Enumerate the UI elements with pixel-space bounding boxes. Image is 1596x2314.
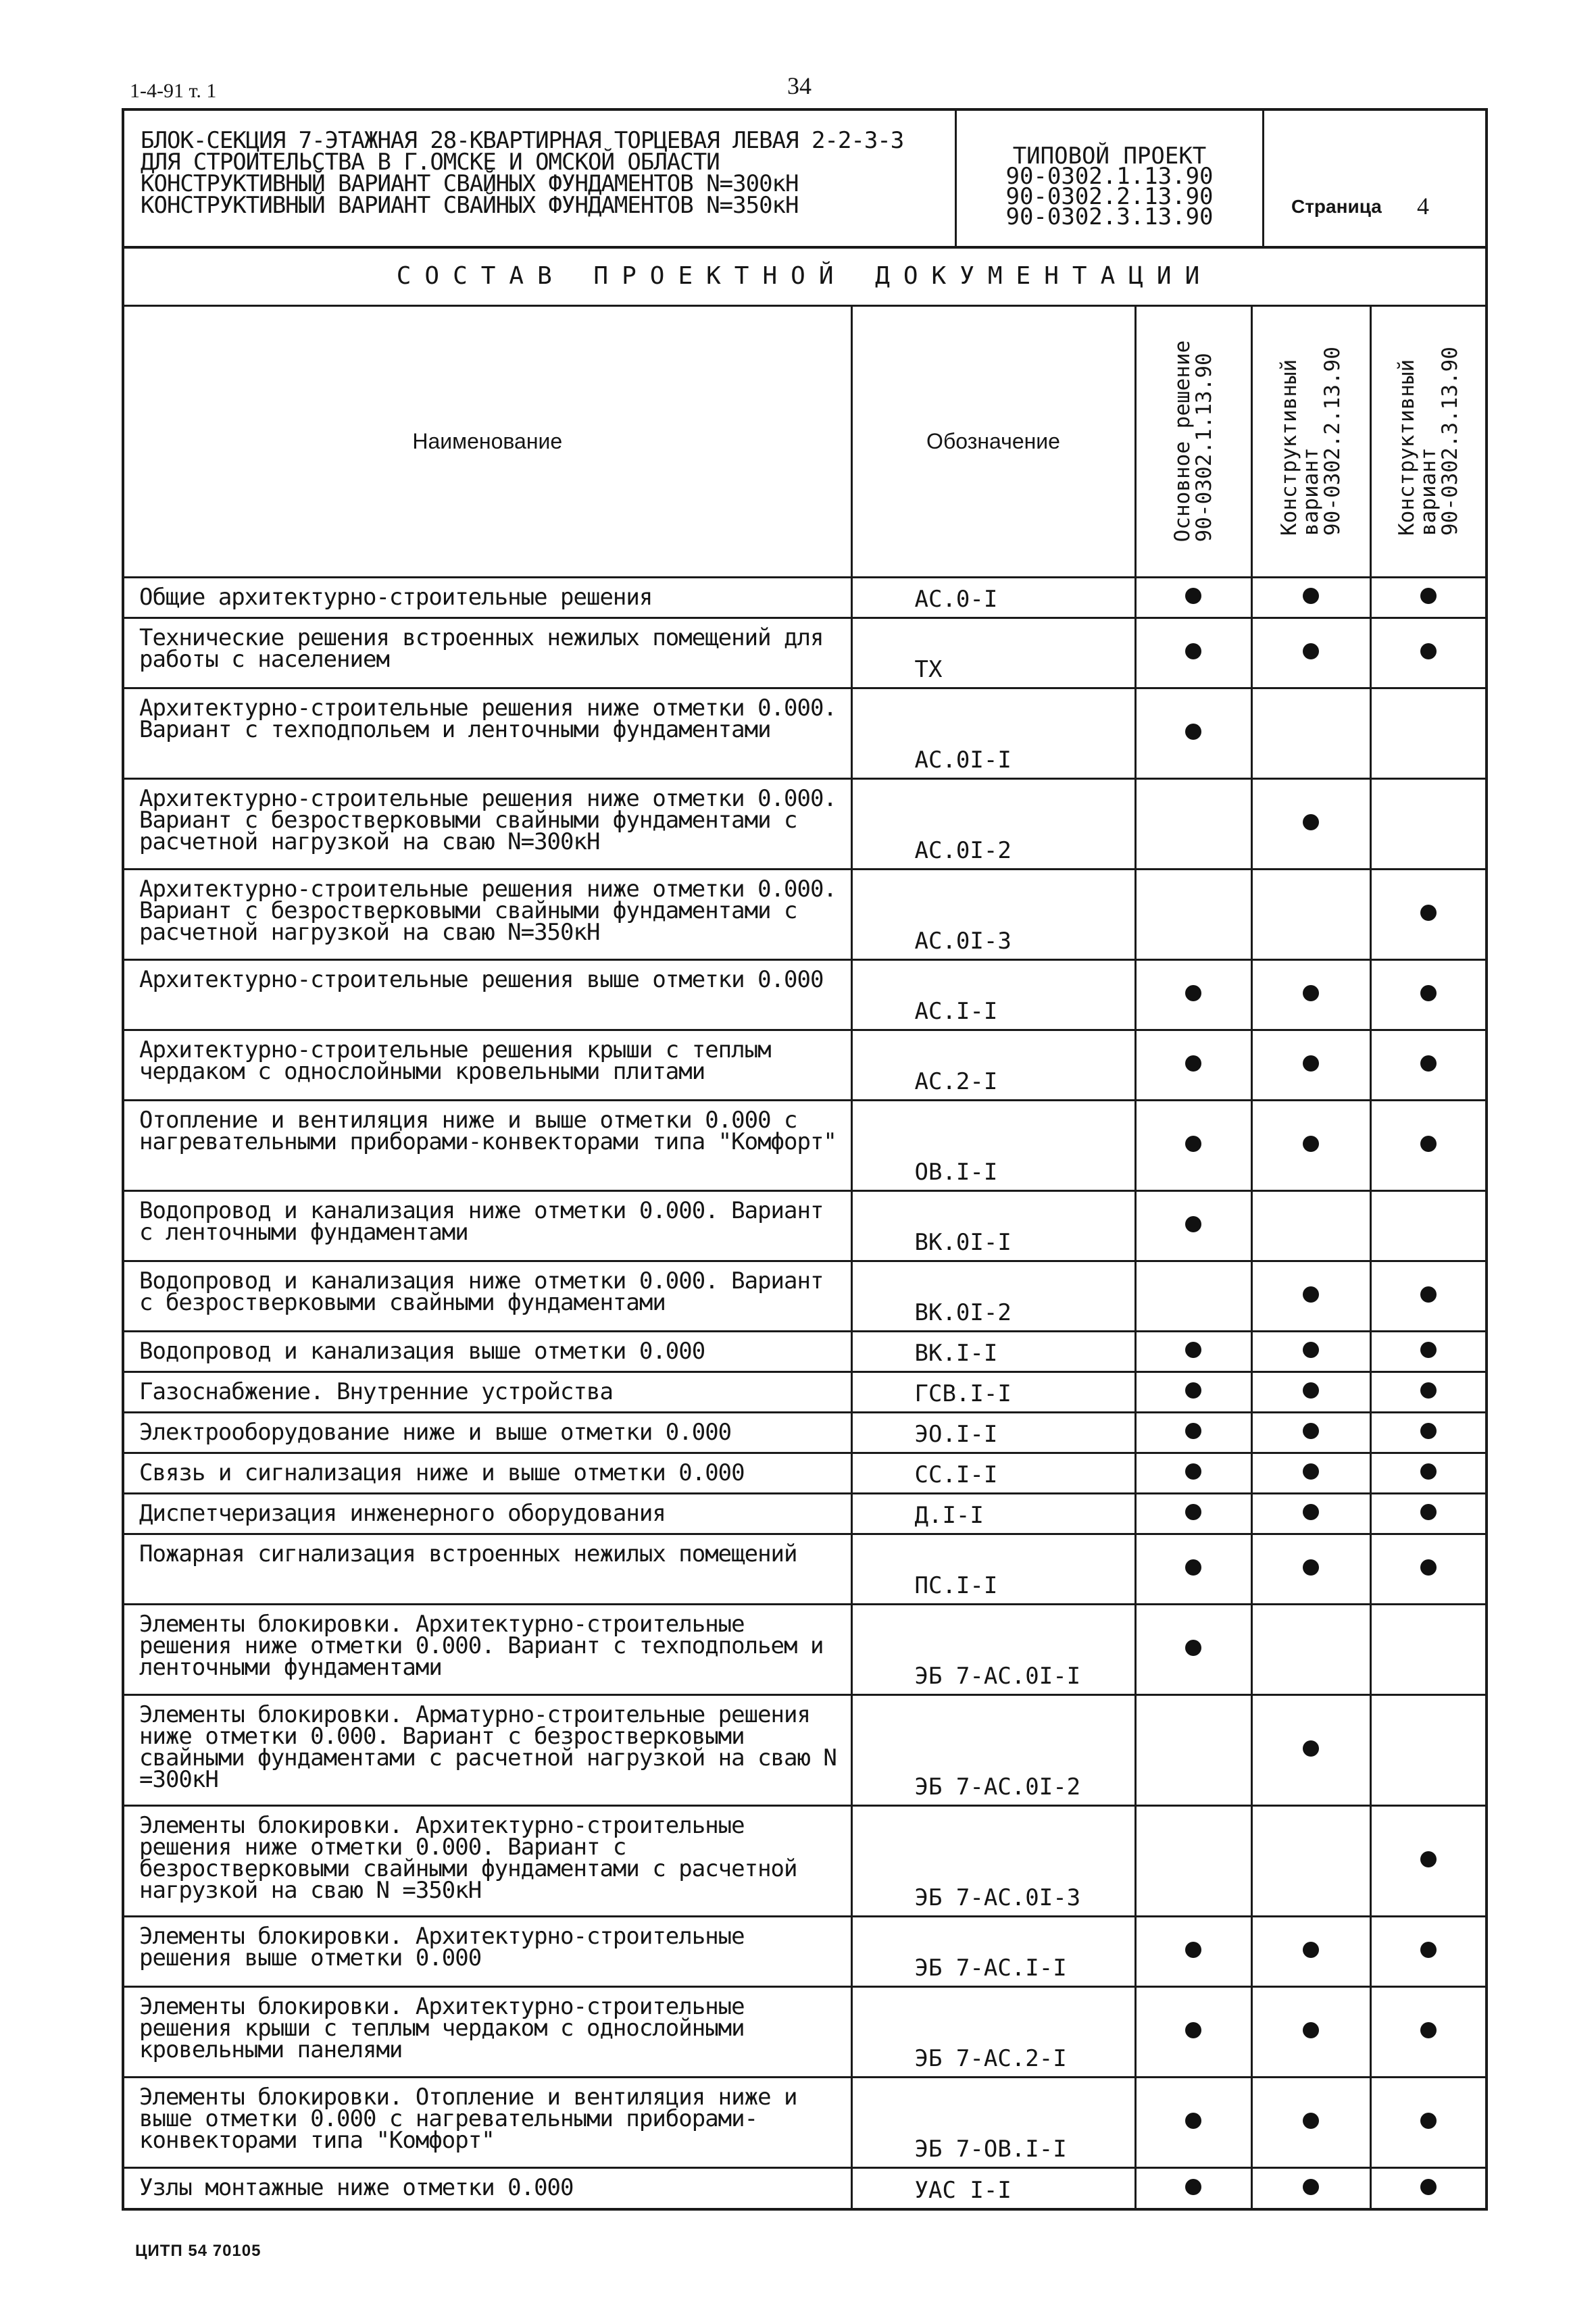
doc-code-cell: АС.0I-I xyxy=(851,688,1135,778)
variant-1-cell xyxy=(1135,618,1251,688)
doc-code-cell: ОВ.I-I xyxy=(851,1100,1135,1190)
doc-name-cell: Архитектурно-строительные решения ниже отметки 0.000. Вариант с безростверковыми свайными фундаментами с расчетной нагрузкой на сваю N=350кН xyxy=(124,869,851,959)
variant-3-cell xyxy=(1370,577,1485,618)
variant-1-cell xyxy=(1135,1190,1251,1261)
included-dot-icon xyxy=(1303,588,1319,604)
variant-1-cell xyxy=(1135,1453,1251,1493)
table-row xyxy=(124,688,1485,778)
included-dot-icon xyxy=(1303,814,1319,830)
included-dot-icon xyxy=(1303,643,1319,659)
variant-1-cell xyxy=(1135,1493,1251,1534)
included-dot-icon xyxy=(1420,1136,1437,1152)
doc-code-cell: ПС.I-I xyxy=(851,1534,1135,1604)
included-dot-icon xyxy=(1420,1851,1437,1867)
variant-1-cell xyxy=(1135,1805,1251,1916)
table-row xyxy=(124,1916,1485,1986)
included-dot-icon xyxy=(1420,1504,1437,1520)
doc-code-cell: АС.I-I xyxy=(851,959,1135,1030)
included-dot-icon xyxy=(1420,1423,1437,1439)
included-dot-icon xyxy=(1420,1055,1437,1072)
variant-3-cell xyxy=(1370,618,1485,688)
included-dot-icon xyxy=(1185,1216,1201,1232)
included-dot-icon xyxy=(1185,1342,1201,1358)
variant-3-cell xyxy=(1370,1030,1485,1100)
document-sheet xyxy=(122,108,1488,2211)
doc-name-cell: Элементы блокировки. Отопление и вентиляция ниже и выше отметки 0.000 с нагревательными приборами-конвекторами типа "Комфорт" xyxy=(124,2077,851,2167)
doc-code-cell: УАС I-I xyxy=(851,2167,1135,2208)
variant-1-cell xyxy=(1135,1986,1251,2077)
variant-3-cell xyxy=(1370,1261,1485,1331)
variant-header-line: 90-0302.2.13.90 xyxy=(1320,347,1345,536)
variant-2-cell xyxy=(1251,1986,1370,2077)
variant-2-cell xyxy=(1251,1916,1370,1986)
included-dot-icon xyxy=(1185,1055,1201,1072)
doc-name-cell: Электрооборудование ниже и выше отметки 0.000 xyxy=(124,1412,851,1453)
project-label: ТИПОВОЙ ПРОЕКТ xyxy=(1012,143,1207,170)
variant-2-cell xyxy=(1251,1493,1370,1534)
variant-2-cell xyxy=(1251,1100,1370,1190)
doc-code-cell: АС.2-I xyxy=(851,1030,1135,1100)
doc-name-cell: Элементы блокировки. Архитектурно-строительные решения крыши с теплым чердаком с однослойными кровельными панелями xyxy=(124,1986,851,2077)
doc-name-cell: Связь и сигнализация ниже и выше отметки 0.000 xyxy=(124,1453,851,1493)
variant-3-cell xyxy=(1370,1100,1485,1190)
doc-name-cell: Узлы монтажные ниже отметки 0.000 xyxy=(124,2167,851,2208)
included-dot-icon xyxy=(1420,588,1437,604)
included-dot-icon xyxy=(1185,2179,1201,2195)
variant-2-cell xyxy=(1251,688,1370,778)
title-line: КОНСТРУКТИВНЫЙ ВАРИАНТ СВАЙНЫХ ФУНДАМЕНТОВ N=350кН xyxy=(141,192,799,219)
variant-2-cell xyxy=(1251,1261,1370,1331)
variant-3-cell xyxy=(1370,959,1485,1030)
page-value: 4 xyxy=(1417,193,1429,220)
included-dot-icon xyxy=(1303,985,1319,1001)
table-body xyxy=(124,577,1485,2208)
included-dot-icon xyxy=(1185,1942,1201,1958)
column-header-variant-3 xyxy=(1370,307,1485,577)
variant-header-line: Конструктивный xyxy=(1277,359,1301,536)
doc-code-cell: ГСВ.I-I xyxy=(851,1372,1135,1412)
table-row xyxy=(124,959,1485,1030)
table-row xyxy=(124,778,1485,869)
table-header-row xyxy=(124,307,1485,577)
project-code: 90-0302.1.13.90 xyxy=(1005,163,1214,190)
table-row xyxy=(124,618,1485,688)
variant-2-cell xyxy=(1251,1190,1370,1261)
title-block xyxy=(124,111,1485,249)
variant-2-cell xyxy=(1251,1412,1370,1453)
doc-code-cell: АС.0I-3 xyxy=(851,869,1135,959)
project-code: 90-0302.2.13.90 xyxy=(1005,183,1214,210)
variant-2-cell xyxy=(1251,1805,1370,1916)
included-dot-icon xyxy=(1420,1382,1437,1399)
variant-2-cell xyxy=(1251,1331,1370,1372)
included-dot-icon xyxy=(1303,1342,1319,1358)
table-row xyxy=(124,1372,1485,1412)
doc-name-cell: Водопровод и канализация ниже отметки 0.000. Вариант с ленточными фундаментами xyxy=(124,1190,851,1261)
included-dot-icon xyxy=(1420,905,1437,921)
variant-3-cell xyxy=(1370,2167,1485,2208)
included-dot-icon xyxy=(1303,1286,1319,1303)
included-dot-icon xyxy=(1420,643,1437,659)
doc-code-cell: ЭБ 7-ОВ.I-I xyxy=(851,2077,1135,2167)
doc-code-cell: АС.0-I xyxy=(851,577,1135,618)
column-header-name: Наименование xyxy=(124,307,851,577)
title-line: КОНСТРУКТИВНЫЙ ВАРИАНТ СВАЙНЫХ ФУНДАМЕНТОВ N=300кН xyxy=(141,170,799,197)
included-dot-icon xyxy=(1185,2113,1201,2129)
variant-1-cell xyxy=(1135,1412,1251,1453)
documentation-table xyxy=(124,307,1485,2208)
title-box xyxy=(124,111,957,246)
doc-name-cell: Архитектурно-строительные решения ниже отметки 0.000. Вариант с безростверковыми свайными фундаментами с расчетной нагрузкой на сваю N=300кН xyxy=(124,778,851,869)
included-dot-icon xyxy=(1420,1463,1437,1480)
variant-header-line: Основное решение xyxy=(1170,340,1195,543)
table-row xyxy=(124,2077,1485,2167)
variant-1-cell xyxy=(1135,1916,1251,1986)
included-dot-icon xyxy=(1420,2179,1437,2195)
page-box xyxy=(1264,111,1485,246)
included-dot-icon xyxy=(1185,724,1201,740)
doc-code-cell: ЭО.I-I xyxy=(851,1412,1135,1453)
included-dot-icon xyxy=(1185,1559,1201,1576)
included-dot-icon xyxy=(1420,1286,1437,1303)
included-dot-icon xyxy=(1185,1463,1201,1480)
variant-2-cell xyxy=(1251,1453,1370,1493)
doc-name-cell: Пожарная сигнализация встроенных нежилых помещений xyxy=(124,1534,851,1604)
column-header-code: Обозначение xyxy=(851,307,1135,577)
variant-3-cell xyxy=(1370,869,1485,959)
table-row xyxy=(124,2167,1485,2208)
doc-name-cell: Диспетчеризация инженерного оборудования xyxy=(124,1493,851,1534)
doc-code-cell: Д.I-I xyxy=(851,1493,1135,1534)
table-row xyxy=(124,1493,1485,1534)
variant-3-cell xyxy=(1370,1412,1485,1453)
included-dot-icon xyxy=(1420,1942,1437,1958)
table-row xyxy=(124,1412,1485,1453)
table-row xyxy=(124,1694,1485,1805)
variant-2-cell xyxy=(1251,1534,1370,1604)
doc-name-cell: Газоснабжение. Внутренние устройства xyxy=(124,1372,851,1412)
included-dot-icon xyxy=(1185,1640,1201,1656)
doc-name-cell: Элементы блокировки. Архитектурно-строительные решения ниже отметки 0.000. Вариант с техподпольем и ленточными фундаментами xyxy=(124,1604,851,1694)
variant-1-cell xyxy=(1135,1100,1251,1190)
included-dot-icon xyxy=(1185,2022,1201,2038)
variant-3-cell xyxy=(1370,2077,1485,2167)
variant-1-cell xyxy=(1135,1534,1251,1604)
variant-3-cell xyxy=(1370,1493,1485,1534)
variant-1-cell xyxy=(1135,1261,1251,1331)
included-dot-icon xyxy=(1420,2022,1437,2038)
doc-name-cell: Элементы блокировки. Архитектурно-строительные решения ниже отметки 0.000. Вариант с безростверковыми свайными фундаментами с расчетной нагрузкой на сваю N =350кН xyxy=(124,1805,851,1916)
document-code: 1-4-91 т. 1 xyxy=(130,80,217,102)
included-dot-icon xyxy=(1420,1342,1437,1358)
table-row xyxy=(124,1534,1485,1604)
page-label: Страница xyxy=(1291,196,1382,217)
included-dot-icon xyxy=(1185,643,1201,659)
table-row xyxy=(124,1190,1485,1261)
column-header-variant-2 xyxy=(1251,307,1370,577)
table-row xyxy=(124,1805,1485,1916)
included-dot-icon xyxy=(1303,1504,1319,1520)
included-dot-icon xyxy=(1303,2113,1319,2129)
included-dot-icon xyxy=(1303,2022,1319,2038)
doc-name-cell: Общие архитектурно-строительные решения xyxy=(124,577,851,618)
doc-code-cell: ТХ xyxy=(851,618,1135,688)
table-row xyxy=(124,869,1485,959)
table-row xyxy=(124,1100,1485,1190)
doc-name-cell: Архитектурно-строительные решения крыши с теплым чердаком с однослойными кровельными плитами xyxy=(124,1030,851,1100)
doc-code-cell: ЭБ 7-АС.0I-3 xyxy=(851,1805,1135,1916)
included-dot-icon xyxy=(1303,1740,1319,1757)
variant-2-cell xyxy=(1251,2077,1370,2167)
doc-name-cell: Архитектурно-строительные решения выше отметки 0.000 xyxy=(124,959,851,1030)
variant-2-cell xyxy=(1251,1694,1370,1805)
doc-name-cell: Архитектурно-строительные решения ниже отметки 0.000. Вариант с техподпольем и ленточными фундаментами xyxy=(124,688,851,778)
variant-2-cell xyxy=(1251,577,1370,618)
doc-name-cell: Элементы блокировки. Арматурно-строительные решения ниже отметки 0.000. Вариант с безростверковыми свайными фундаментами с расчетной нагрузкой на сваю N =300кН xyxy=(124,1694,851,1805)
variant-3-cell xyxy=(1370,1534,1485,1604)
included-dot-icon xyxy=(1185,1382,1201,1399)
variant-2-cell xyxy=(1251,618,1370,688)
variant-1-cell xyxy=(1135,2077,1251,2167)
column-header-variant-1 xyxy=(1135,307,1251,577)
included-dot-icon xyxy=(1420,985,1437,1001)
included-dot-icon xyxy=(1303,1055,1319,1072)
project-code: 90-0302.3.13.90 xyxy=(1005,203,1214,230)
included-dot-icon xyxy=(1185,1504,1201,1520)
title-line: ДЛЯ СТРОИТЕЛЬСТВА В Г.ОМСКЕ И ОМСКОЙ ОБЛАСТИ xyxy=(141,149,720,176)
variant-1-cell xyxy=(1135,577,1251,618)
variant-1-cell xyxy=(1135,1604,1251,1694)
doc-code-cell: ЭБ 7-АС.0I-2 xyxy=(851,1694,1135,1805)
variant-1-cell xyxy=(1135,959,1251,1030)
variant-3-cell xyxy=(1370,1986,1485,2077)
included-dot-icon xyxy=(1303,1382,1319,1399)
variant-3-cell xyxy=(1370,688,1485,778)
included-dot-icon xyxy=(1185,1423,1201,1439)
included-dot-icon xyxy=(1185,1136,1201,1152)
variant-2-cell xyxy=(1251,1604,1370,1694)
variant-2-cell xyxy=(1251,778,1370,869)
doc-name-cell: Элементы блокировки. Архитектурно-строительные решения выше отметки 0.000 xyxy=(124,1916,851,1986)
variant-1-cell xyxy=(1135,2167,1251,2208)
doc-name-cell: Отопление и вентиляция ниже и выше отметки 0.000 с нагревательными приборами-конвекторами типа "Комфорт" xyxy=(124,1100,851,1190)
variant-3-cell xyxy=(1370,1805,1485,1916)
included-dot-icon xyxy=(1420,2113,1437,2129)
included-dot-icon xyxy=(1303,1559,1319,1576)
doc-code-cell: ВК.0I-I xyxy=(851,1190,1135,1261)
table-row xyxy=(124,1453,1485,1493)
footer-code: ЦИТП 54 70105 xyxy=(135,2242,261,2260)
included-dot-icon xyxy=(1185,985,1201,1001)
section-title: СОСТАВ ПРОЕКТНОЙ ДОКУМЕНТАЦИИ xyxy=(124,246,1485,307)
variant-1-cell xyxy=(1135,1331,1251,1372)
included-dot-icon xyxy=(1185,588,1201,604)
variant-2-cell xyxy=(1251,2167,1370,2208)
variant-header-line: вариант xyxy=(1299,447,1323,536)
doc-code-cell: ВК.0I-2 xyxy=(851,1261,1135,1331)
table-row xyxy=(124,1331,1485,1372)
variant-3-cell xyxy=(1370,1694,1485,1805)
doc-code-cell: ЭБ 7-АС.2-I xyxy=(851,1986,1135,2077)
variant-1-cell xyxy=(1135,1694,1251,1805)
variant-3-cell xyxy=(1370,1372,1485,1412)
doc-code-cell: АС.0I-2 xyxy=(851,778,1135,869)
table-row xyxy=(124,1030,1485,1100)
variant-header-line: вариант xyxy=(1416,447,1441,536)
variant-1-cell xyxy=(1135,869,1251,959)
variant-2-cell xyxy=(1251,1372,1370,1412)
variant-3-cell xyxy=(1370,1453,1485,1493)
table-row xyxy=(124,1261,1485,1331)
variant-3-cell xyxy=(1370,1604,1485,1694)
variant-2-cell xyxy=(1251,869,1370,959)
table-row xyxy=(124,1986,1485,2077)
variant-1-cell xyxy=(1135,1372,1251,1412)
variant-3-cell xyxy=(1370,1190,1485,1261)
variant-1-cell xyxy=(1135,1030,1251,1100)
variant-2-cell xyxy=(1251,959,1370,1030)
variant-2-cell xyxy=(1251,1030,1370,1100)
doc-code-cell: ЭБ 7-АС.0I-I xyxy=(851,1604,1135,1694)
variant-3-cell xyxy=(1370,778,1485,869)
included-dot-icon xyxy=(1303,2179,1319,2195)
variant-header-line: 90-0302.1.13.90 xyxy=(1192,353,1216,543)
included-dot-icon xyxy=(1420,1559,1437,1576)
doc-name-cell: Водопровод и канализация ниже отметки 0.000. Вариант с безростверковыми свайными фундаментами xyxy=(124,1261,851,1331)
doc-code-cell: ВК.I-I xyxy=(851,1331,1135,1372)
doc-code-cell: ЭБ 7-АС.I-I xyxy=(851,1916,1135,1986)
variant-3-cell xyxy=(1370,1916,1485,1986)
doc-name-cell: Водопровод и канализация выше отметки 0.000 xyxy=(124,1331,851,1372)
page-number: 34 xyxy=(787,72,812,99)
table-row xyxy=(124,1604,1485,1694)
table-row xyxy=(124,577,1485,618)
variant-header-line: Конструктивный xyxy=(1394,359,1419,536)
included-dot-icon xyxy=(1303,1136,1319,1152)
included-dot-icon xyxy=(1303,1942,1319,1958)
doc-name-cell: Технические решения встроенных нежилых помещений для работы с населением xyxy=(124,618,851,688)
variant-1-cell xyxy=(1135,778,1251,869)
variant-header-line: 90-0302.3.13.90 xyxy=(1437,347,1462,536)
variant-3-cell xyxy=(1370,1331,1485,1372)
included-dot-icon xyxy=(1303,1423,1319,1439)
title-line: БЛОК-СЕКЦИЯ 7-ЭТАЖНАЯ 28-КВАРТИРНАЯ ТОРЦЕВАЯ ЛЕВАЯ 2-2-3-3 xyxy=(141,127,904,154)
variant-1-cell xyxy=(1135,688,1251,778)
doc-code-cell: СС.I-I xyxy=(851,1453,1135,1493)
included-dot-icon xyxy=(1303,1463,1319,1480)
project-box xyxy=(957,111,1264,246)
